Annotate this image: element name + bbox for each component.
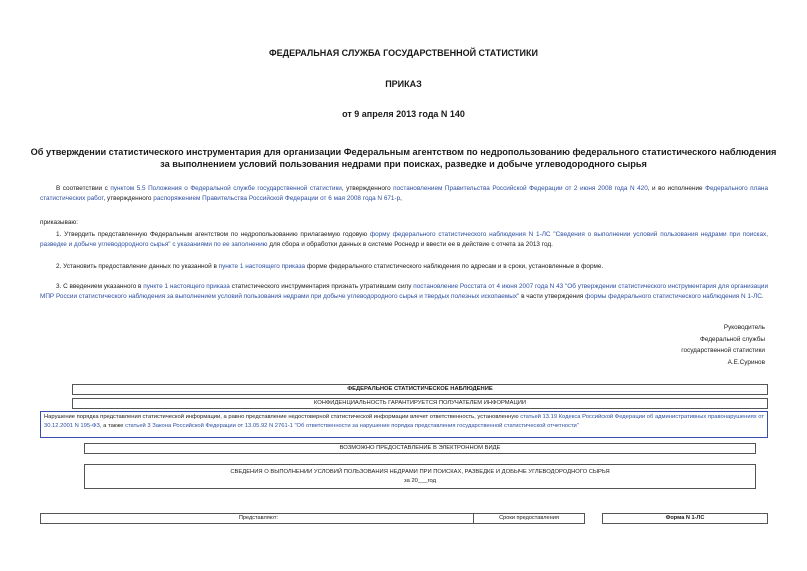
preamble-text: , — [400, 195, 402, 202]
link-form-1-ls-old[interactable]: формы федерального статистического наблюдения N 1-ЛС — [585, 293, 762, 300]
link-order-clause-1b[interactable]: пункте 1 настоящего приказа — [143, 283, 230, 290]
link-government-order[interactable]: распоряжением Правительства Российской Федерации от 6 мая 2008 года N 671-р — [153, 195, 401, 202]
item-1-paragraph — [40, 230, 768, 250]
title-line-2: за выполнением условий пользования недрами при поисках, разведке и добыче углеводородного сырья — [160, 159, 647, 169]
liability-warning-box — [40, 411, 768, 438]
item-2-text: форме федерального статистического наблюдения по адресам и в сроки, установленные в форме. — [305, 263, 604, 270]
item-2-text: 2. Установить предоставление данных по указанной в — [56, 263, 219, 270]
warning-text: Нарушение порядка представления статистической информации, а равно представление недостоверной статистической информации влечет ответственность, установленную — [44, 414, 521, 420]
link-admin-code-article[interactable]: статьей 13.19 Кодекса Российской Федерации об административных правонарушениях от 30.12.2001 N 195-ФЗ — [44, 414, 764, 429]
item-3-text: . — [761, 293, 764, 300]
form-banner: ФЕДЕРАЛЬНОЕ СТАТИСТИЧЕСКОЕ НАБЛЮДЕНИЕ — [72, 384, 768, 395]
form-number-header: Форма N 1-ЛС — [602, 513, 768, 524]
document-type: ПРИКАЗ — [385, 79, 422, 89]
signature-role-3: государственной статистики — [681, 347, 765, 354]
report-year: за 20___год — [403, 478, 437, 484]
item-3-text: в части утверждения — [519, 293, 586, 300]
signature-block — [565, 322, 765, 368]
order-word: приказываю: — [40, 219, 78, 226]
deadline-header: Сроки предоставления — [473, 513, 585, 524]
link-law-article-3[interactable]: статьей 3 Закона Российской Федерации от 13.05.92 N 2761-1 "Об ответственности за нарушение порядка представления государственной статистической отчетности" — [125, 422, 579, 429]
item-1-text: 1. Утвердить представленную Федеральным агентством по недропользованию прилагаемую годовую — [56, 231, 370, 238]
link-order-clause-1[interactable]: пункте 1 настоящего приказа — [218, 263, 306, 270]
confidentiality-box: КОНФИДЕНЦИАЛЬНОСТЬ ГАРАНТИРУЕТСЯ ПОЛУЧАТЕЛЕМ ИНФОРМАЦИИ — [72, 398, 768, 409]
link-form-1-ls[interactable]: форму федерального статистического наблюдения N 1-ЛС "Сведения о выполнении условий пользования недрами при поисках, разведке и добыче углеводородного сырья" с указаниями по ее заполнению — [40, 231, 768, 248]
preamble-text: , утвержденного — [341, 185, 394, 192]
link-statistical-plan[interactable]: Федерального плана статистических работ — [40, 185, 769, 202]
item-2-paragraph — [40, 262, 768, 272]
link-regulation-clause[interactable]: пунктом 5.5 Положения о Федеральной службе государственной статистики — [110, 185, 342, 192]
signature-name: А.Е.Суринов — [727, 358, 765, 366]
preamble-text: В соответствии с — [56, 185, 111, 192]
document-title — [0, 146, 807, 170]
signature-role-1: Руководитель — [723, 324, 765, 331]
link-government-decree[interactable]: постановлением Правительства Российской Федерации от 2 июня 2008 года N 420 — [393, 185, 648, 192]
title-line-1: Об утверждении статистического инструментария для организации Федеральным агентством по недропользованию федерального статистического наблюдения — [30, 147, 777, 157]
report-title-box — [84, 464, 756, 489]
preamble-paragraph — [40, 184, 768, 204]
warning-text: , а также — [99, 422, 126, 429]
item-3-paragraph — [40, 282, 768, 302]
electronic-submission-box: ВОЗМОЖНО ПРЕДОСТАВЛЕНИЕ В ЭЛЕКТРОННОМ ВИДЕ — [84, 443, 756, 454]
item-1-text: для сбора и обработки данных в системе Роснедр и ввести ее в действие с отчета за 2013 год. — [267, 241, 553, 248]
document-date-number: от 9 апреля 2013 года N 140 — [342, 109, 465, 119]
link-rosstat-resolution[interactable]: постановление Росстата от 4 июня 2007 года N 43 "Об утверждении статистического инструментария для организации МПР России статистического наблюдения за выполнением условий пользования недрами при добыче углеводородного сырья и твердых полезных ископаемых" — [40, 283, 769, 300]
agency-name: ФЕДЕРАЛЬНАЯ СЛУЖБА ГОСУДАРСТВЕННОЙ СТАТИСТИКИ — [269, 48, 538, 58]
item-3-text: 3. С введением указанного в — [56, 283, 144, 290]
preamble-text: , утвержденного — [103, 195, 154, 202]
signature-role-2: Федеральной службы — [700, 335, 765, 343]
item-3-text: статистического инструментария признать утратившим силу — [229, 283, 414, 290]
preamble-text: , и во исполнение — [647, 185, 706, 192]
submitter-header: Представляют: — [40, 513, 474, 524]
report-title: СВЕДЕНИЯ О ВЫПОЛНЕНИИ УСЛОВИЙ ПОЛЬЗОВАНИЯ НЕДРАМИ ПРИ ПОИСКАХ, РАЗВЕДКЕ И ДОБЫЧЕ УГЛЕВОДОРОДНОГО СЫРЬЯ — [230, 469, 610, 475]
